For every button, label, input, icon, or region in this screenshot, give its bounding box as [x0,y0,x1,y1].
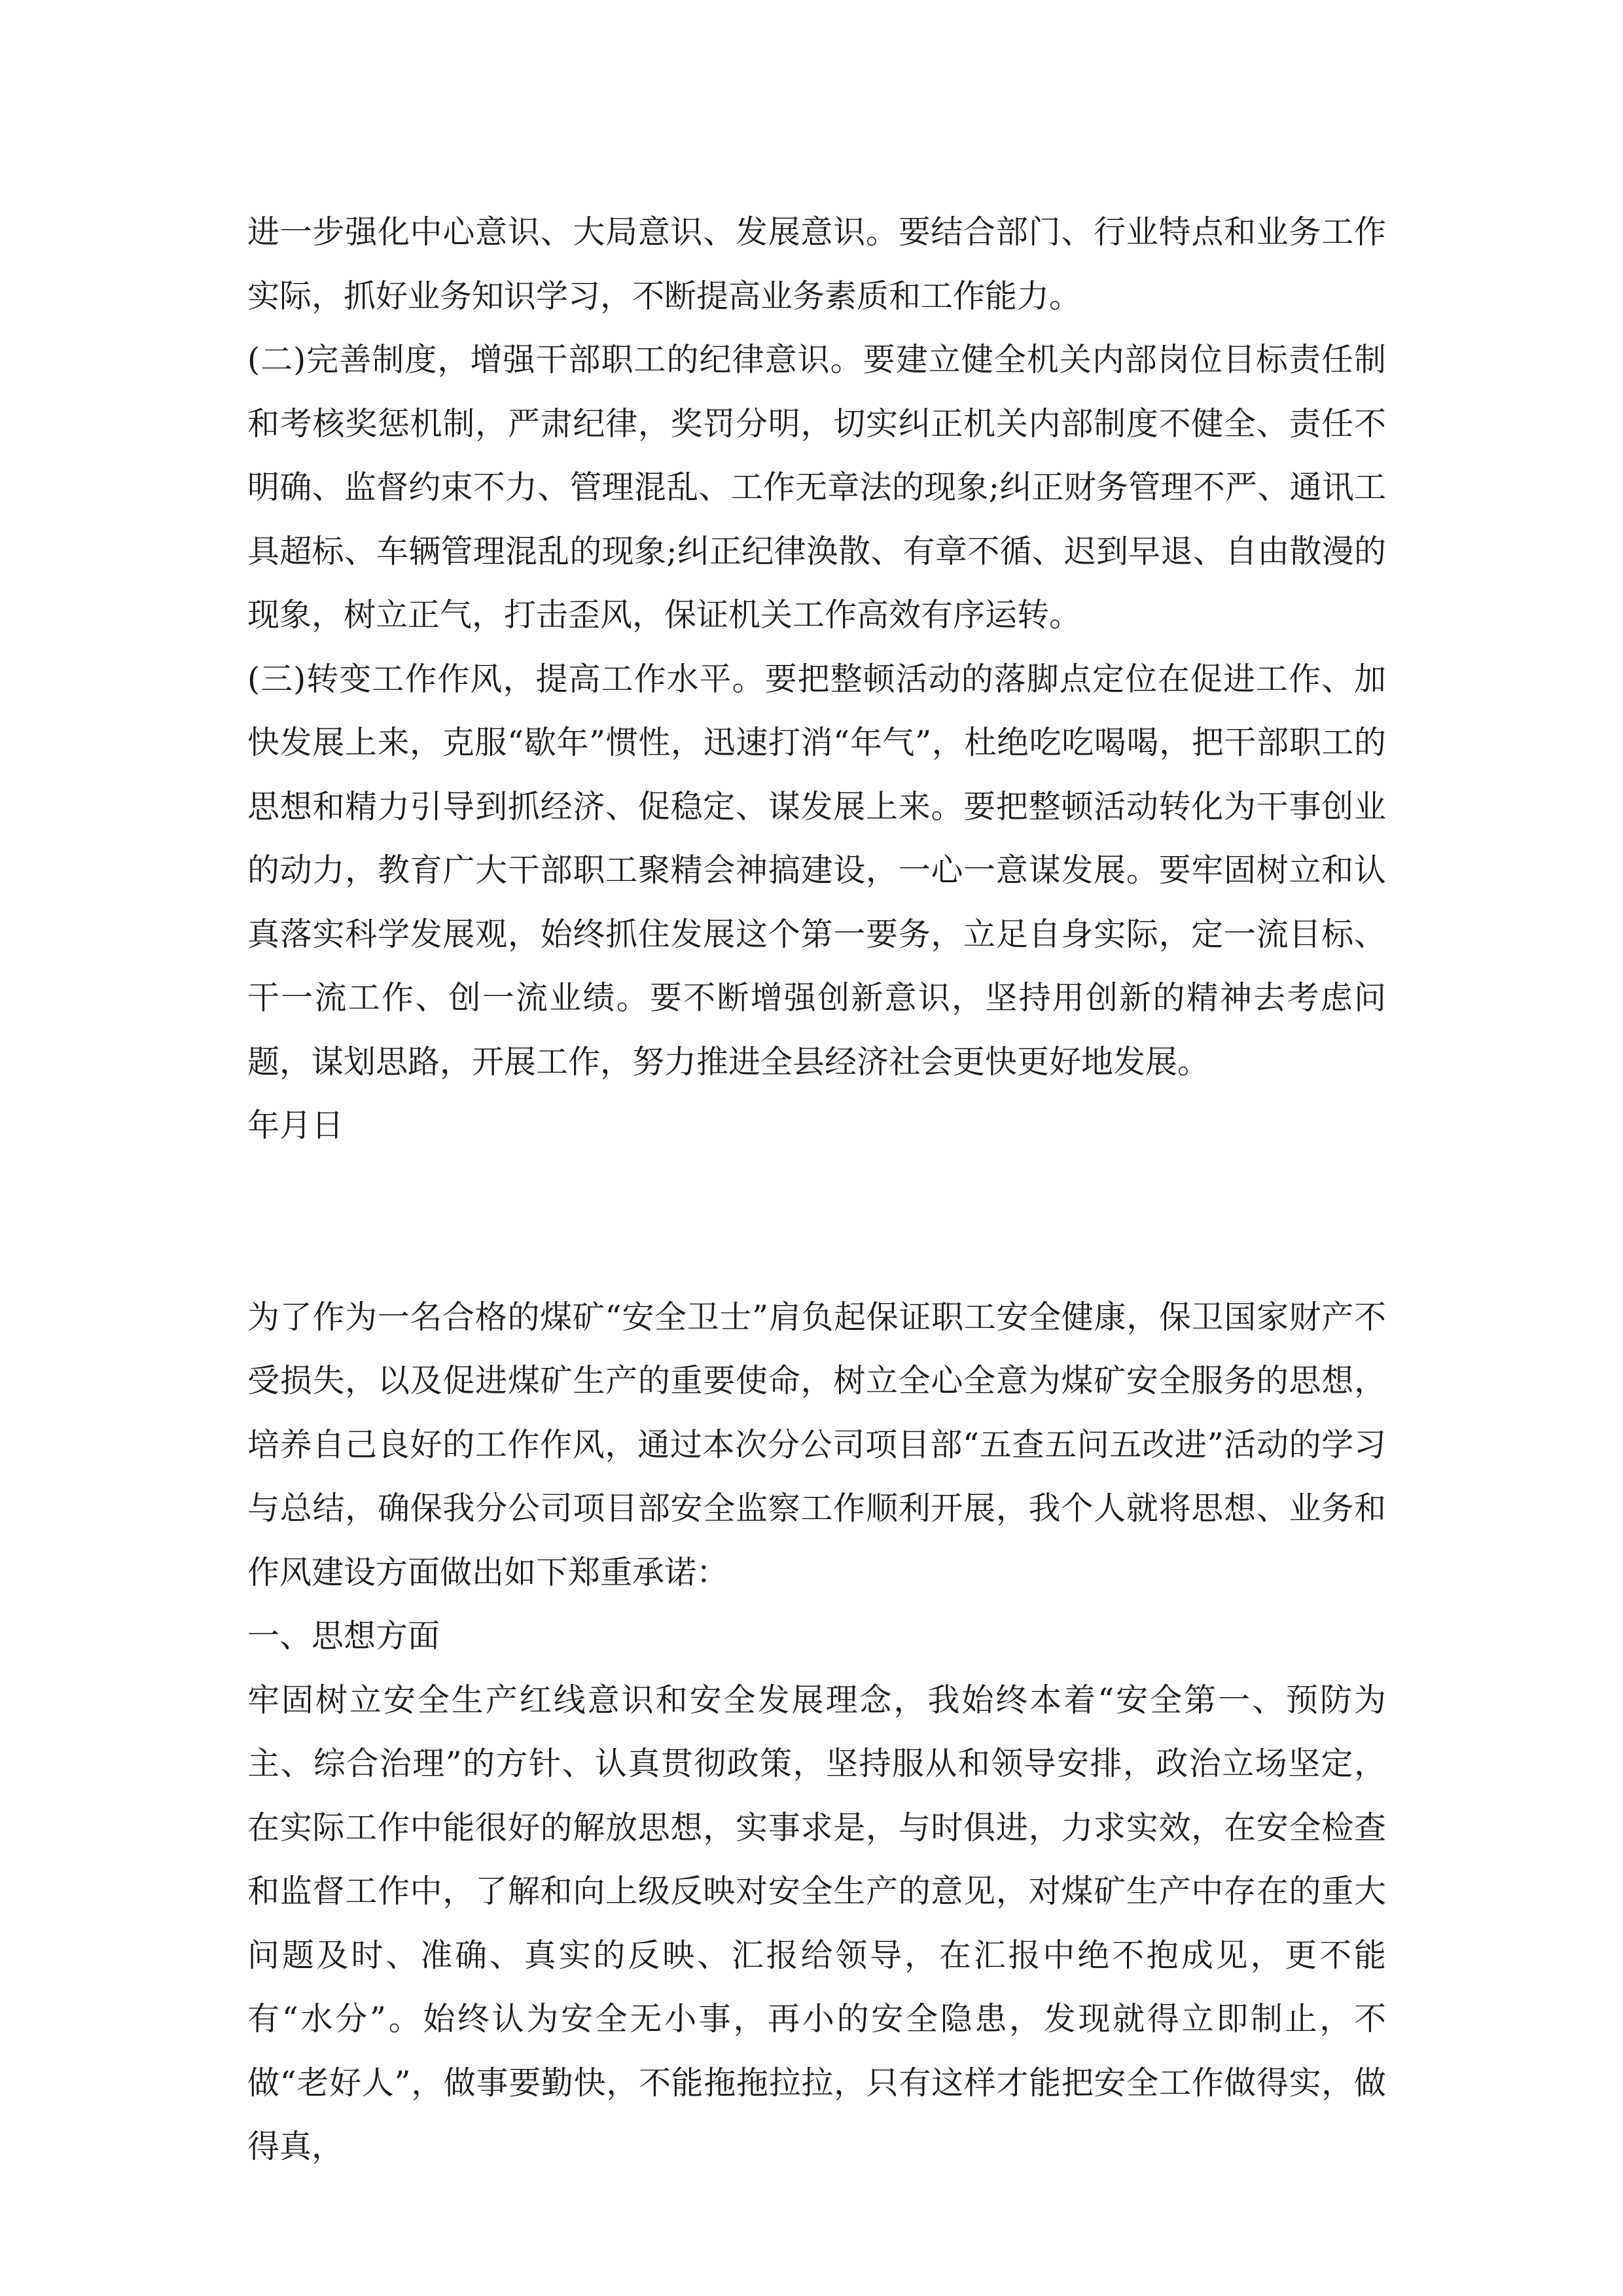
document-body [247,200,1386,2179]
section-gap [247,1158,1386,1285]
lead-paragraph: 进一步强化中心意识、大局意识、发展意识。要结合部门、行业特点和业务工作实际，抓好业务知识学习，不断提高业务素质和工作能力。 [247,213,1386,315]
intro-paragraph: 为了作为一名合格的煤矿“安全卫士”肩负起保证职工安全健康，保卫国家财产不受损失，以及促进煤矿生产的重要使命，树立全心全意为煤矿安全服务的思想，培养自己良好的工作作风，通过本次分公司项目部“五查五问五改进”活动的学习与总结，确保我分公司项目部安全监察工作顺利开展，我个人就将思想、业务和作风建设方面做出如下郑重承诺： [247,1298,1386,1591]
date-line: 年月日 [247,1107,344,1144]
item-two-paragraph: (二)完善制度，增强干部职工的纪律意识。要建立健全机关内部岗位目标责任制和考核奖惩机制，严肃纪律，奖罚分明，切实纠正机关内部制度不健全、责任不明确、监督约束不力、管理混乱、工作无章法的现象;纠正财务管理不严、通讯工具超标、车辆管理混乱的现象;纠正纪律涣散、有章不循、迟到早退、自由散漫的现象，树立正气，打击歪风，保证机关工作高效有序运转。 [247,341,1386,634]
thought-body-paragraph: 牢固树立安全生产红线意识和安全发展理念，我始终本着“安全第一、预防为主、综合治理”的方针、认真贯彻政策，坚持服从和领导安排，政治立场坚定，在实际工作中能很好的解放思想，实事求是，与时俱进，力求实效，在安全检查和监督工作中，了解和向上级反映对安全生产的意见，对煤矿生产中存在的重大问题及时、准确、真实的反映、汇报给领导，在汇报中绝不抱成见，更不能有“水分”。始终认为安全无小事，再小的安全隐患，发现就得立即制止，不做“老好人”，做事要勤快，不能拖拖拉拉，只有这样才能把安全工作做得实，做得真， [247,1681,1386,2165]
item-three-paragraph: (三)转变工作作风，提高工作水平。要把整顿活动的落脚点定位在促进工作、加快发展上来，克服“歇年”惯性，迅速打消“年气”，杜绝吃吃喝喝，把干部职工的思想和精力引导到抓经济、促稳定、谋发展上来。要把整顿活动转化为干事创业的动力，教育广大干部职工聚精会神搞建设，一心一意谋发展。要牢固树立和认真落实科学发展观，始终抓住发展这个第一要务，立足自身实际，定一流目标、干一流工作、创一流业绩。要不断增强创新意识，坚持用创新的精神去考虑问题，谋划思路，开展工作，努力推进全县经济社会更快更好地发展。 [247,660,1386,1081]
section-heading-thought: 一、思想方面 [247,1617,440,1655]
